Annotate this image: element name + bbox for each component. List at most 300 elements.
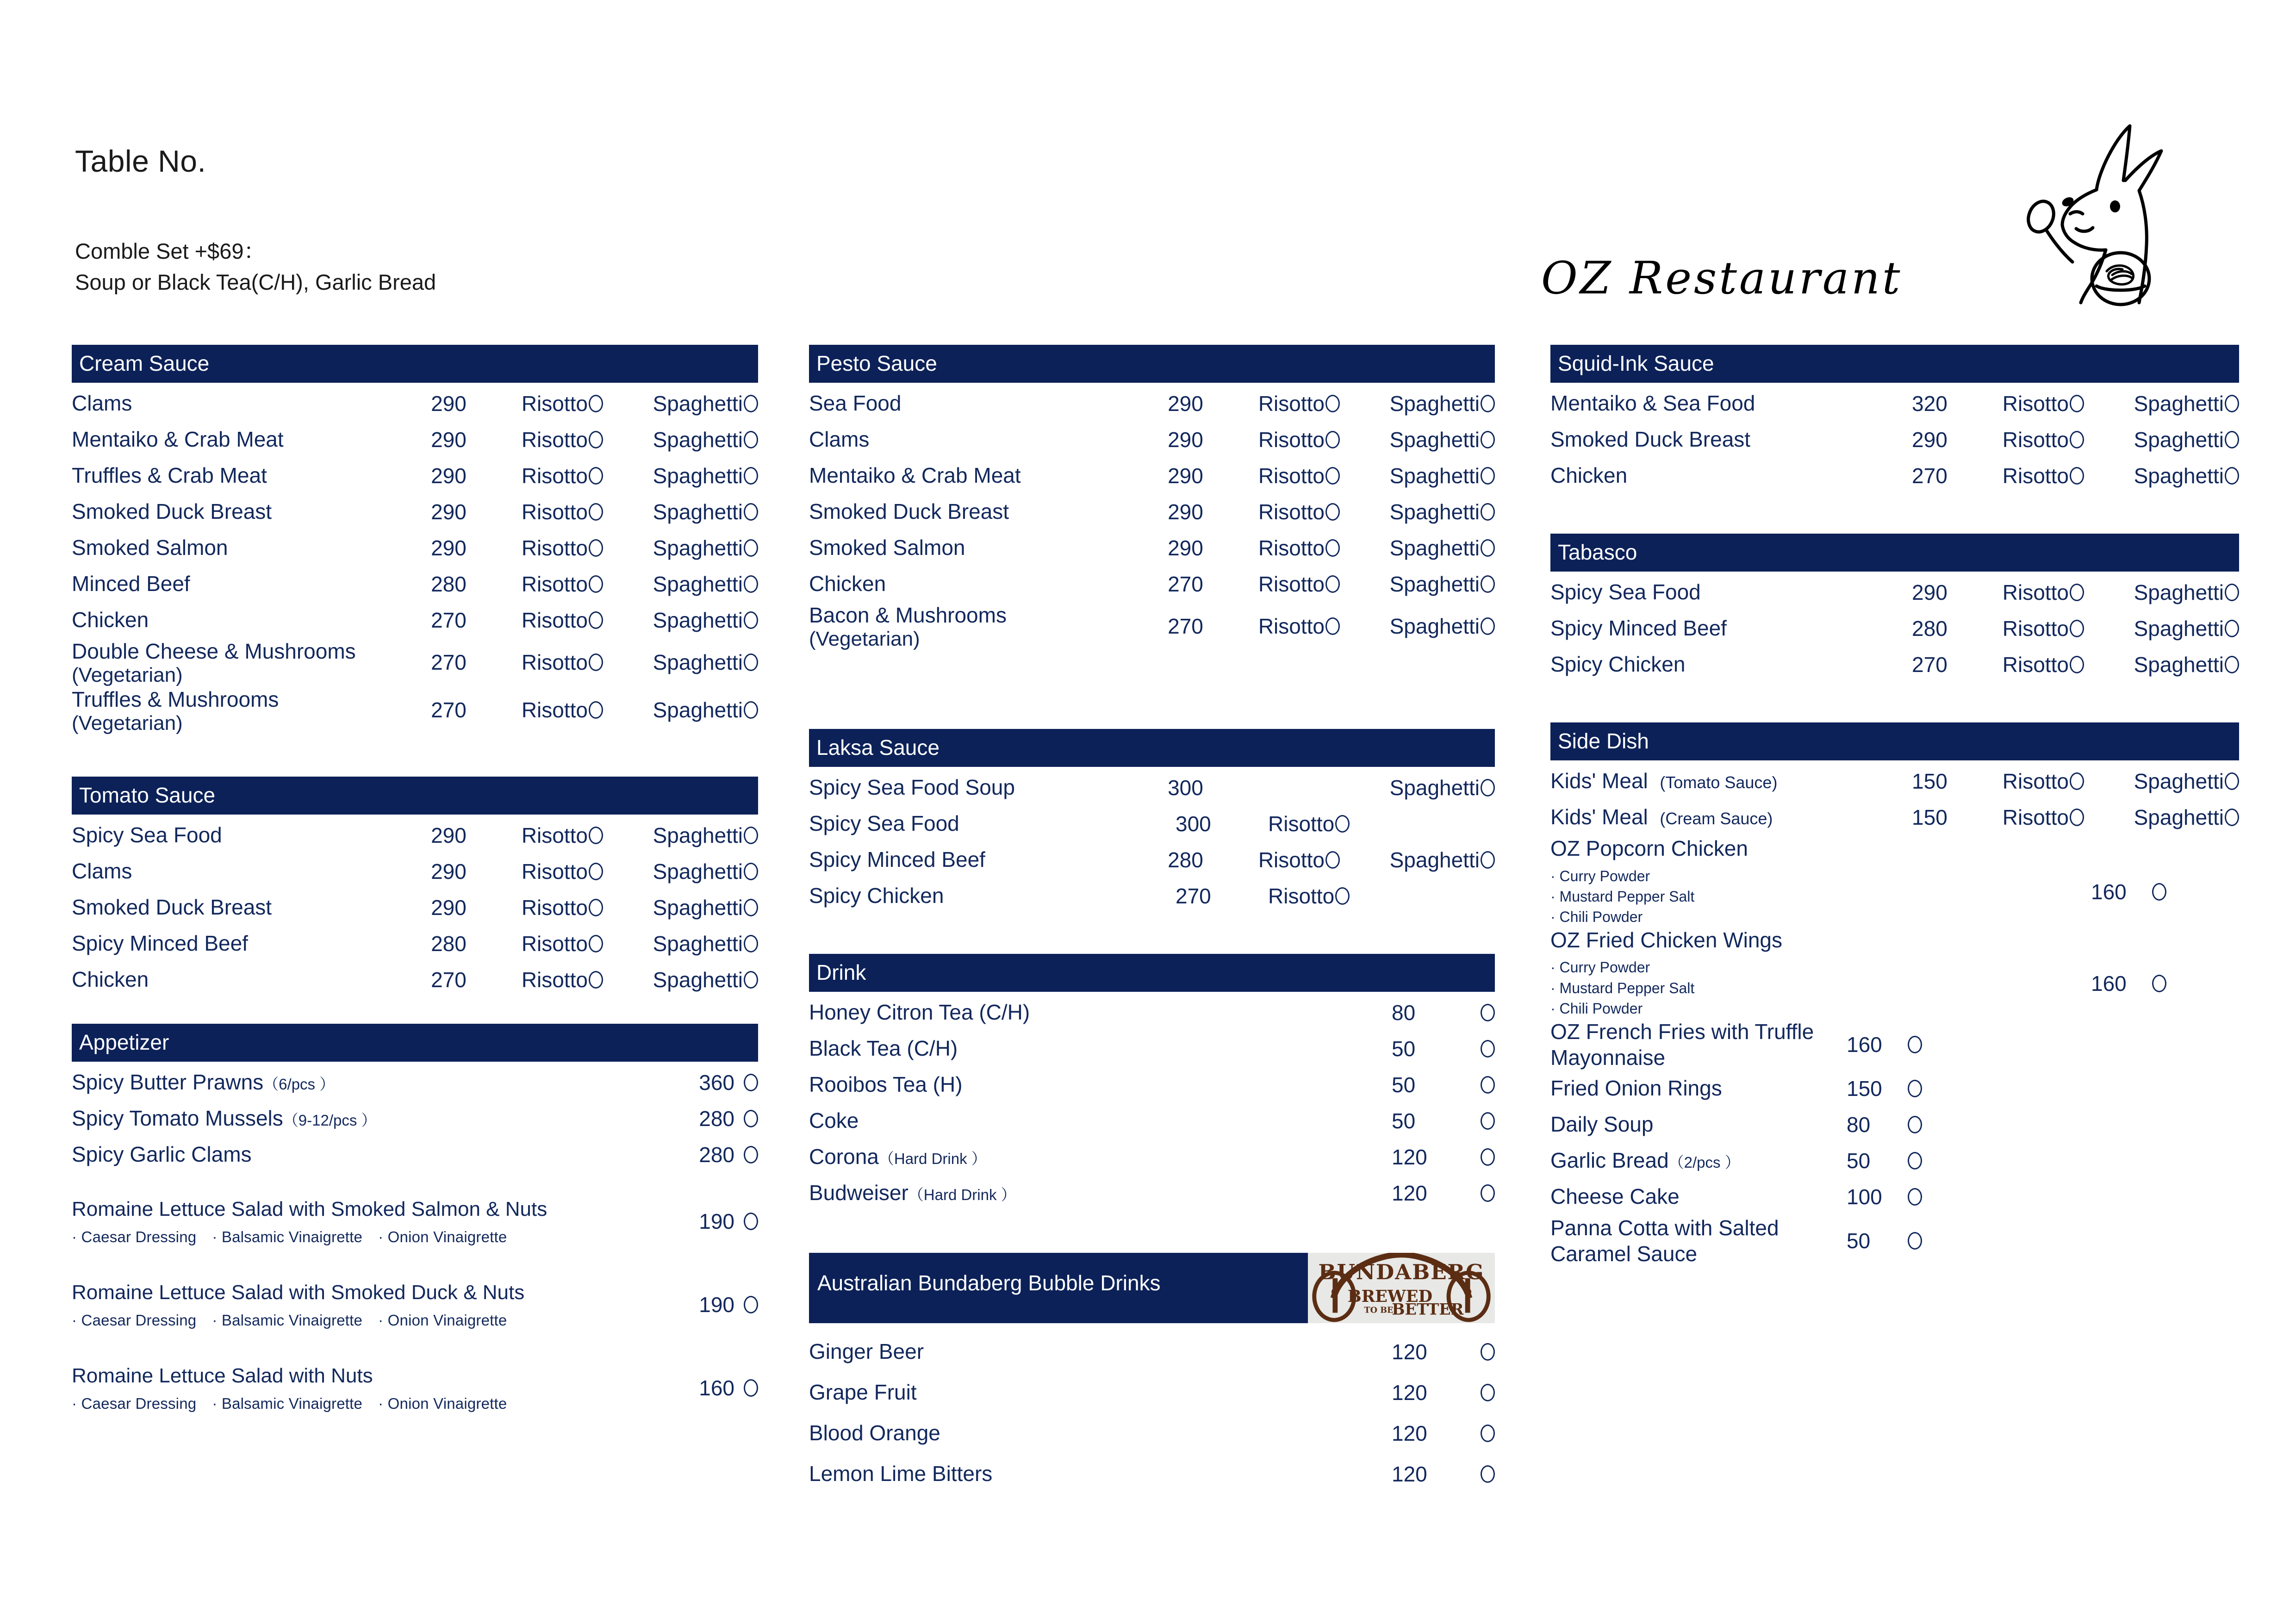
risotto-checkbox-icon[interactable]	[1325, 575, 1340, 593]
item-price: 150	[1847, 1076, 1882, 1101]
menu-row[interactable]	[1550, 1070, 2239, 1107]
menu-row[interactable]	[809, 602, 1495, 650]
option-risotto[interactable]	[522, 608, 653, 633]
squid-ink-rows	[1550, 383, 2239, 494]
option-risotto[interactable]	[2003, 769, 2134, 794]
option-spaghetti[interactable]	[1390, 463, 1495, 488]
item-price: 280	[431, 932, 467, 956]
option-spaghetti-label: Spaghetti	[653, 968, 743, 992]
risotto-checkbox-icon[interactable]	[589, 653, 603, 671]
item-checkbox-icon[interactable]	[1481, 1148, 1495, 1166]
item-name	[72, 686, 431, 734]
option-risotto-label: Risotto	[2002, 769, 2069, 793]
menu-row[interactable]	[72, 422, 758, 458]
option-spaghetti[interactable]	[1390, 775, 1495, 800]
menu-row[interactable]	[809, 806, 1495, 842]
spaghetti-checkbox-icon[interactable]	[744, 431, 758, 448]
risotto-checkbox-icon[interactable]	[1325, 617, 1340, 635]
risotto-checkbox-icon[interactable]	[2070, 584, 2084, 601]
option-spaghetti[interactable]	[2134, 427, 2239, 452]
spaghetti-checkbox-icon[interactable]	[744, 899, 758, 916]
spaghetti-checkbox-icon[interactable]	[744, 395, 758, 412]
restaurant-name: OZ Restaurant	[1541, 252, 1903, 304]
option-risotto[interactable]	[522, 572, 653, 597]
menu-row[interactable]	[72, 1101, 758, 1137]
side-dish-rows	[1550, 760, 2239, 1267]
option-spaghetti[interactable]	[653, 463, 758, 488]
menu-row[interactable]	[809, 422, 1495, 458]
spaghetti-checkbox-icon[interactable]	[2225, 656, 2239, 673]
option-risotto[interactable]	[522, 823, 653, 848]
row-spacer	[72, 1339, 758, 1353]
menu-row[interactable]	[809, 878, 1495, 914]
spaghetti-checkbox-icon[interactable]	[2225, 395, 2239, 412]
menu-row[interactable]	[1550, 610, 2239, 647]
option-spaghetti[interactable]	[1390, 499, 1495, 524]
drink-rows	[809, 992, 1495, 1211]
option-spaghetti-label: Spaghetti	[653, 650, 743, 674]
item-price: 280	[699, 1143, 734, 1167]
option-spaghetti[interactable]	[2134, 805, 2239, 830]
item-name-text: Spicy Butter Prawns	[72, 1070, 264, 1095]
menu-row[interactable]	[72, 890, 758, 926]
item-quantity-note: （6/pcs ）	[263, 1076, 335, 1093]
menu-row[interactable]	[1550, 763, 2239, 799]
menu-row[interactable]	[1550, 574, 2239, 610]
risotto-checkbox-icon[interactable]	[589, 971, 603, 989]
group-option[interactable]: · Mustard Pepper Salt	[1550, 979, 1695, 996]
option-risotto[interactable]	[1258, 847, 1390, 872]
item-checkbox-icon[interactable]	[1908, 1188, 1922, 1206]
menu-row[interactable]	[1550, 386, 2239, 422]
option-spaghetti[interactable]	[653, 535, 758, 560]
item-checkbox-icon[interactable]	[744, 1110, 758, 1127]
option-spaghetti-label: Spaghetti	[653, 572, 743, 596]
option-risotto[interactable]	[522, 463, 653, 488]
menu-row-salad[interactable]	[72, 1353, 758, 1423]
item-name	[72, 1143, 665, 1167]
risotto-checkbox-icon[interactable]	[1325, 503, 1340, 521]
dressing-option[interactable]: · Caesar Dressing	[72, 1311, 197, 1329]
risotto-checkbox-icon[interactable]	[1325, 395, 1340, 412]
option-risotto[interactable]	[1258, 572, 1390, 597]
option-risotto[interactable]	[522, 967, 653, 992]
menu-row[interactable]	[809, 386, 1495, 422]
bundaberg-brewed-text: BREWED	[1347, 1287, 1433, 1306]
item-price: 290	[1168, 500, 1203, 524]
menu-row[interactable]	[72, 566, 758, 602]
menu-row[interactable]	[72, 386, 758, 422]
menu-row[interactable]	[809, 1372, 1495, 1413]
option-risotto[interactable]	[522, 535, 653, 560]
spaghetti-checkbox-icon[interactable]	[744, 863, 758, 880]
table-number-label: Table No.	[75, 144, 206, 178]
menu-row[interactable]	[72, 494, 758, 530]
menu-row[interactable]	[72, 530, 758, 566]
spaghetti-checkbox-icon[interactable]	[2225, 467, 2239, 485]
item-name-text: Honey Citron Tea (C/H)	[809, 1000, 1030, 1024]
spaghetti-checkbox-icon[interactable]	[2225, 809, 2239, 826]
menu-row[interactable]	[72, 458, 758, 494]
risotto-checkbox-icon[interactable]	[2070, 395, 2084, 412]
item-checkbox-icon[interactable]	[1908, 1152, 1922, 1170]
menu-row[interactable]	[809, 458, 1495, 494]
menu-row[interactable]	[72, 638, 758, 686]
item-checkbox-icon[interactable]	[744, 1074, 758, 1091]
menu-row[interactable]	[1550, 1107, 2239, 1143]
item-price: 120	[1392, 1380, 1427, 1405]
item-checkbox-icon[interactable]	[1481, 1076, 1495, 1094]
menu-row[interactable]	[809, 1454, 1495, 1494]
option-risotto[interactable]	[1258, 463, 1390, 488]
item-checkbox-icon[interactable]	[1481, 1040, 1495, 1058]
item-name: Clams	[72, 859, 132, 884]
option-spaghetti[interactable]	[653, 650, 758, 675]
dressing-option[interactable]: · Onion Vinaigrette	[378, 1311, 507, 1329]
item-checkbox-icon[interactable]	[2152, 883, 2166, 901]
risotto-checkbox-icon[interactable]	[589, 539, 603, 557]
spaghetti-checkbox-icon[interactable]	[744, 611, 758, 629]
section-header-side-dish: Side Dish	[1550, 722, 2239, 760]
option-risotto[interactable]	[1258, 427, 1390, 452]
menu-row[interactable]	[1550, 422, 2239, 458]
item-checkbox-icon[interactable]	[2152, 975, 2166, 992]
spaghetti-checkbox-icon[interactable]	[744, 701, 758, 719]
option-spaghetti[interactable]	[653, 499, 758, 524]
option-risotto[interactable]	[522, 499, 653, 524]
row-spacer	[72, 1173, 758, 1187]
salad-dressings	[72, 1395, 665, 1412]
risotto-checkbox-icon[interactable]	[589, 575, 603, 593]
option-spaghetti-label: Spaghetti	[1389, 392, 1480, 416]
option-risotto[interactable]	[522, 427, 653, 452]
item-checkbox-icon[interactable]	[1908, 1116, 1922, 1133]
risotto-checkbox-icon[interactable]	[1325, 467, 1340, 485]
risotto-checkbox-icon[interactable]	[1335, 815, 1350, 833]
risotto-checkbox-icon[interactable]	[589, 899, 603, 916]
risotto-checkbox-icon[interactable]	[1325, 431, 1340, 448]
section-drink	[809, 954, 1495, 1211]
item-checkbox-icon[interactable]	[1908, 1036, 1922, 1053]
risotto-checkbox-icon[interactable]	[2070, 809, 2084, 826]
dressing-option[interactable]: · Caesar Dressing	[72, 1228, 197, 1245]
item-name-text: Truffles & Mushrooms	[72, 687, 279, 711]
risotto-checkbox-icon[interactable]	[2070, 620, 2084, 637]
spaghetti-checkbox-icon[interactable]	[1481, 779, 1495, 796]
spaghetti-checkbox-icon[interactable]	[1481, 617, 1495, 635]
risotto-checkbox-icon[interactable]	[589, 701, 603, 719]
option-spaghetti[interactable]	[653, 697, 758, 722]
risotto-checkbox-icon[interactable]	[589, 935, 603, 952]
risotto-checkbox-icon[interactable]	[589, 827, 603, 844]
menu-row[interactable]	[72, 686, 758, 734]
group-options	[1550, 866, 2091, 927]
option-spaghetti[interactable]	[653, 895, 758, 920]
item-price: 290	[431, 536, 467, 560]
dressing-option[interactable]: · Caesar Dressing	[72, 1394, 197, 1412]
spaghetti-checkbox-icon[interactable]	[1481, 539, 1495, 557]
option-spaghetti[interactable]	[1390, 572, 1495, 597]
item-checkbox-icon[interactable]	[744, 1146, 758, 1164]
option-risotto-label: Risotto	[521, 698, 588, 722]
item-checkbox-icon[interactable]	[1481, 1465, 1495, 1483]
option-spaghetti[interactable]	[653, 931, 758, 956]
option-risotto[interactable]	[2003, 805, 2134, 830]
menu-row[interactable]	[1550, 1215, 2239, 1267]
menu-row-salad[interactable]	[72, 1270, 758, 1339]
option-spaghetti[interactable]	[653, 427, 758, 452]
item-name: Truffles & Crab Meat	[72, 463, 267, 488]
option-spaghetti[interactable]	[2134, 652, 2239, 677]
option-risotto-label: Risotto	[521, 968, 588, 992]
item-checkbox-icon[interactable]	[1908, 1080, 1922, 1097]
option-spaghetti[interactable]	[653, 572, 758, 597]
option-spaghetti[interactable]	[653, 608, 758, 633]
option-spaghetti[interactable]	[1390, 847, 1495, 872]
bundaberg-better-text: BETTER	[1392, 1300, 1464, 1318]
option-spaghetti[interactable]	[2134, 769, 2239, 794]
spaghetti-checkbox-icon[interactable]	[744, 539, 758, 557]
option-spaghetti-label: Spaghetti	[653, 536, 743, 560]
option-spaghetti[interactable]	[2134, 616, 2239, 641]
section-laksa-sauce	[809, 729, 1495, 914]
option-spaghetti[interactable]	[1390, 391, 1495, 416]
option-spaghetti[interactable]	[653, 823, 758, 848]
menu-row[interactable]	[809, 1067, 1495, 1103]
section-spacer	[1550, 683, 2239, 722]
item-price: 150	[1912, 769, 1948, 793]
option-risotto-label: Risotto	[2002, 428, 2069, 452]
spaghetti-checkbox-icon[interactable]	[1481, 851, 1495, 869]
option-risotto[interactable]	[2003, 427, 2134, 452]
option-risotto[interactable]	[522, 859, 653, 884]
spaghetti-checkbox-icon[interactable]	[1481, 575, 1495, 593]
item-name	[809, 1181, 1392, 1205]
option-spaghetti[interactable]	[1390, 535, 1495, 560]
menu-row[interactable]	[809, 1139, 1495, 1175]
group-options	[1550, 957, 2091, 1018]
menu-row[interactable]	[809, 494, 1495, 530]
option-risotto[interactable]	[1258, 535, 1390, 560]
spaghetti-checkbox-icon[interactable]	[2225, 431, 2239, 448]
group-option[interactable]: · Curry Powder	[1550, 867, 1650, 884]
menu-row[interactable]	[809, 1103, 1495, 1139]
item-name: Fried Onion Rings	[1550, 1076, 1722, 1101]
risotto-checkbox-icon[interactable]	[2070, 431, 2084, 448]
option-risotto-label: Risotto	[521, 823, 588, 848]
menu-row[interactable]	[72, 602, 758, 638]
dressing-option[interactable]: · Balsamic Vinaigrette	[212, 1228, 363, 1245]
item-name: Cheese Cake	[1550, 1184, 1680, 1209]
risotto-checkbox-icon[interactable]	[1325, 851, 1340, 869]
option-risotto-label: Risotto	[2002, 653, 2069, 677]
risotto-checkbox-icon[interactable]	[589, 431, 603, 448]
menu-row[interactable]	[809, 566, 1495, 602]
item-checkbox-icon[interactable]	[1481, 1343, 1495, 1361]
option-spaghetti-label: Spaghetti	[1389, 775, 1480, 800]
group-option[interactable]: · Chili Powder	[1550, 908, 1643, 925]
option-risotto[interactable]	[522, 650, 653, 675]
item-checkbox-icon[interactable]	[1481, 1004, 1495, 1021]
dressing-option[interactable]: · Balsamic Vinaigrette	[212, 1311, 363, 1329]
item-checkbox-icon[interactable]	[744, 1213, 758, 1230]
risotto-checkbox-icon[interactable]	[2070, 467, 2084, 485]
spaghetti-checkbox-icon[interactable]	[1481, 503, 1495, 521]
option-spaghetti[interactable]	[2134, 463, 2239, 488]
menu-row[interactable]	[809, 530, 1495, 566]
menu-row[interactable]	[1550, 1179, 2239, 1215]
spaghetti-checkbox-icon[interactable]	[1481, 395, 1495, 412]
item-price: 280	[699, 1107, 734, 1131]
menu-row[interactable]	[809, 1031, 1495, 1067]
menu-row[interactable]	[809, 770, 1495, 806]
option-spaghetti[interactable]	[1390, 427, 1495, 452]
risotto-checkbox-icon[interactable]	[589, 503, 603, 521]
group-option[interactable]: · Chili Powder	[1550, 1000, 1643, 1017]
item-name	[809, 1001, 1392, 1025]
option-risotto-label: Risotto	[521, 932, 588, 956]
option-risotto[interactable]	[1268, 811, 1402, 836]
group-option[interactable]: · Curry Powder	[1550, 959, 1650, 976]
option-risotto[interactable]	[522, 697, 653, 722]
option-spaghetti[interactable]	[653, 391, 758, 416]
item-price: 50	[1847, 1229, 1871, 1253]
salad-text	[72, 1364, 665, 1412]
item-name	[72, 1070, 665, 1095]
option-risotto[interactable]	[1258, 614, 1390, 639]
risotto-checkbox-icon[interactable]	[2070, 656, 2084, 673]
option-spaghetti[interactable]	[1390, 614, 1495, 639]
spaghetti-checkbox-icon[interactable]	[744, 503, 758, 521]
menu-row-salad[interactable]	[72, 1187, 758, 1256]
appetizer-rows	[72, 1062, 758, 1423]
spaghetti-checkbox-icon[interactable]	[2225, 772, 2239, 790]
item-checkbox-icon[interactable]	[1481, 1425, 1495, 1442]
item-name: Minced Beef	[72, 572, 190, 596]
spaghetti-checkbox-icon[interactable]	[744, 467, 758, 485]
item-price: 270	[1912, 464, 1948, 488]
option-risotto-label: Risotto	[1268, 811, 1335, 836]
menu-row[interactable]	[809, 1175, 1495, 1211]
menu-row[interactable]	[809, 1332, 1495, 1372]
risotto-checkbox-icon[interactable]	[589, 863, 603, 880]
menu-row[interactable]	[72, 1137, 758, 1173]
option-spaghetti[interactable]	[2134, 391, 2239, 416]
option-risotto-label: Risotto	[521, 608, 588, 632]
risotto-checkbox-icon[interactable]	[1335, 887, 1350, 905]
option-risotto-label: Risotto	[2002, 392, 2069, 416]
risotto-checkbox-icon[interactable]	[589, 467, 603, 485]
risotto-checkbox-icon[interactable]	[589, 611, 603, 629]
spaghetti-checkbox-icon[interactable]	[1481, 431, 1495, 448]
risotto-checkbox-icon[interactable]	[2070, 772, 2084, 790]
option-spaghetti[interactable]	[2134, 580, 2239, 605]
option-risotto[interactable]	[1258, 499, 1390, 524]
menu-row[interactable]	[72, 817, 758, 853]
group-text	[1550, 927, 2091, 1019]
menu-row[interactable]	[1550, 458, 2239, 494]
option-spaghetti[interactable]	[653, 967, 758, 992]
option-spaghetti[interactable]	[653, 859, 758, 884]
menu-row[interactable]	[809, 995, 1495, 1031]
salad-text	[72, 1281, 665, 1329]
option-spaghetti-label: Spaghetti	[2134, 769, 2224, 793]
bundaberg-header	[809, 1253, 1495, 1323]
dog-with-pasta-icon	[1958, 116, 2217, 310]
option-risotto-label: Risotto	[1258, 392, 1325, 416]
option-risotto[interactable]	[1258, 391, 1390, 416]
item-name-text: Kids' Meal	[1550, 769, 1648, 793]
menu-row[interactable]	[809, 842, 1495, 878]
menu-row[interactable]	[1550, 647, 2239, 683]
section-side-dish	[1550, 722, 2239, 1267]
spaghetti-checkbox-icon[interactable]	[2225, 584, 2239, 601]
option-risotto[interactable]	[2003, 463, 2134, 488]
menu-row[interactable]	[72, 853, 758, 890]
group-option[interactable]: · Mustard Pepper Salt	[1550, 888, 1695, 905]
spaghetti-checkbox-icon[interactable]	[744, 971, 758, 989]
item-name-text: Garlic Bread	[1550, 1148, 1669, 1173]
menu-row[interactable]	[1550, 1019, 2239, 1070]
item-price: 270	[1912, 653, 1948, 677]
option-risotto[interactable]	[1268, 884, 1402, 908]
item-price: 270	[1176, 884, 1211, 908]
spaghetti-checkbox-icon[interactable]	[2225, 620, 2239, 637]
spaghetti-checkbox-icon[interactable]	[1481, 467, 1495, 485]
item-name: Spicy Minced Beef	[72, 931, 248, 956]
option-spaghetti-label: Spaghetti	[653, 932, 743, 956]
option-risotto[interactable]	[2003, 652, 2134, 677]
menu-row[interactable]	[1550, 799, 2239, 835]
option-risotto[interactable]	[2003, 616, 2134, 641]
dressing-option[interactable]: · Onion Vinaigrette	[378, 1394, 507, 1412]
dressing-option[interactable]: · Balsamic Vinaigrette	[212, 1394, 363, 1412]
menu-row[interactable]	[1550, 1143, 2239, 1179]
option-risotto[interactable]	[522, 391, 653, 416]
spaghetti-checkbox-icon[interactable]	[744, 935, 758, 952]
menu-row-group[interactable]	[1550, 835, 2239, 927]
menu-row[interactable]	[72, 926, 758, 962]
combo-set-info	[75, 236, 436, 298]
risotto-checkbox-icon[interactable]	[1325, 539, 1340, 557]
spaghetti-checkbox-icon[interactable]	[744, 827, 758, 844]
option-risotto[interactable]	[522, 931, 653, 956]
menu-row[interactable]	[809, 1413, 1495, 1454]
item-checkbox-icon[interactable]	[744, 1296, 758, 1313]
item-price: 290	[1912, 428, 1948, 452]
item-checkbox-icon[interactable]	[1481, 1184, 1495, 1202]
option-risotto[interactable]	[2003, 391, 2134, 416]
item-checkbox-icon[interactable]	[1908, 1232, 1922, 1250]
spaghetti-checkbox-icon[interactable]	[744, 653, 758, 671]
option-risotto-label: Risotto	[1258, 614, 1325, 638]
item-price: 190	[699, 1293, 734, 1317]
dressing-option[interactable]: · Onion Vinaigrette	[378, 1228, 507, 1245]
item-checkbox-icon[interactable]	[1481, 1384, 1495, 1401]
option-risotto[interactable]	[2003, 580, 2134, 605]
menu-row[interactable]	[72, 1064, 758, 1101]
option-spaghetti-label: Spaghetti	[2134, 392, 2224, 416]
option-risotto[interactable]	[522, 895, 653, 920]
bundaberg-tobe-text: TO BE	[1364, 1305, 1394, 1315]
spaghetti-checkbox-icon[interactable]	[744, 575, 758, 593]
item-checkbox-icon[interactable]	[744, 1379, 758, 1397]
risotto-checkbox-icon[interactable]	[589, 395, 603, 412]
option-spaghetti-label: Spaghetti	[653, 500, 743, 524]
menu-row[interactable]	[72, 962, 758, 998]
menu-row-group[interactable]	[1550, 927, 2239, 1019]
item-checkbox-icon[interactable]	[1481, 1112, 1495, 1130]
